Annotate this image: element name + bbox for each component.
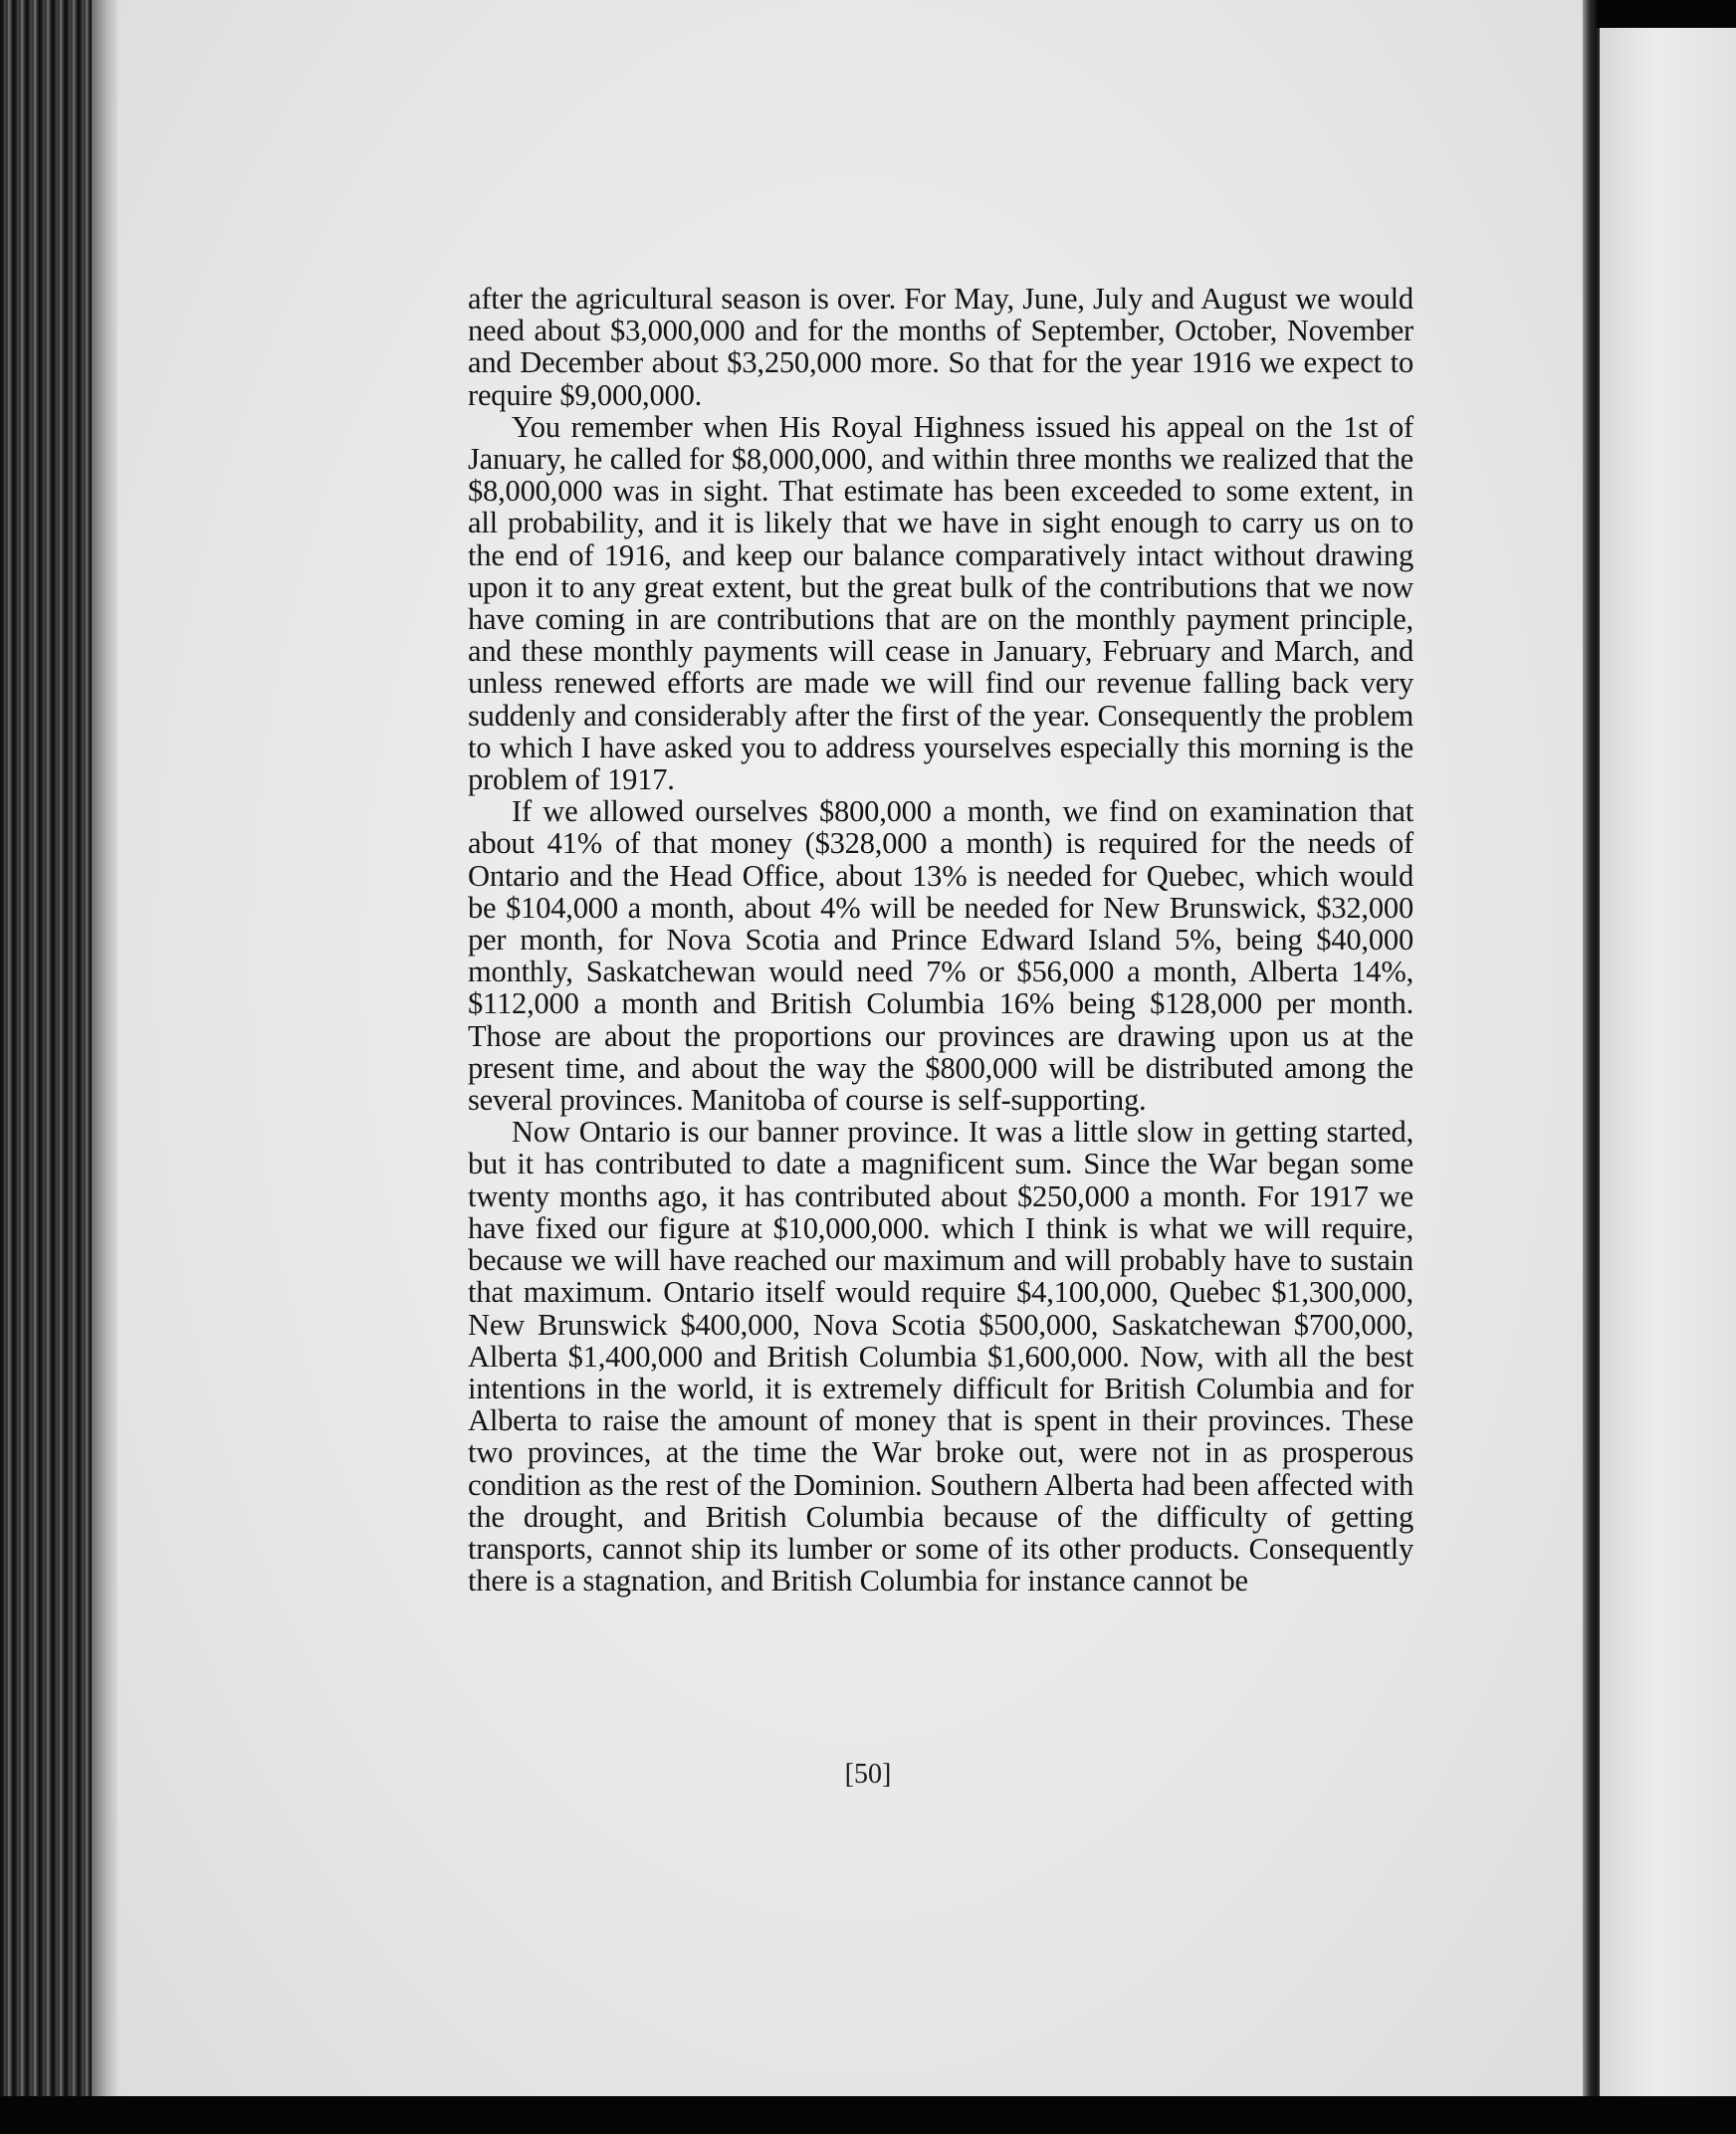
page-gutter bbox=[1583, 0, 1597, 2134]
paragraph-ontario-banner-province: Now Ontario is our banner province. It was a little slow in getting started, but it has contributed to date a magnificent sum. Since the War began some twenty months ago, it has contributed about $250,000 a month. For 1917 we have fixed our figure at $10,000,000. which I think is what we will require, because we will have reached our maximum and will probably have to sustain that maximum. Ontario itself would require $4,100,000, Quebec $1,300,000, New Brunswick $400,000, Nova Scotia $500,000, Saskatchewan $700,000, Alberta $1,400,000 and British Columbia $1,600,000. Now, with all the best intentions in the world, it is extremely difficult for British Columbia and for Alberta to raise the amount of money that is spent in their provinces. These two provinces, at the time the War broke out, were not in as prosperous condition as the rest of the Dominion. Southern Alberta had been affected with the drought, and British Columbia because of the difficulty of getting transports, cannot ship its lumber or some of its other products. Consequently there is a stagnation, and British Columbia for instance cannot be bbox=[468, 1115, 1413, 1599]
paragraph-royal-highness-appeal: You remember when His Royal Highness issued his appeal on the 1st of January, he called for $8,000,000, and within three months we realized that the $8,000,000 was in sight. That estimate has been exceeded to some extent, in all probability, and it is likely that we have in sight enough to carry us on to the end of 1916, and keep our balance comparatively intact without drawing upon it to any great extent, but the great bulk of the contributions that we now have coming in are contributions that are on the monthly payment principle, and these monthly payments will cease in January, February and March, and unless renewed efforts are made we will find our revenue falling back very suddenly and considerably after the first of the year. Consequently the problem to which I have asked you to address yourselves especially this morning is the problem of 1917. bbox=[468, 409, 1413, 797]
paragraph-monthly-allocation: If we allowed ourselves $800,000 a month, we find on examination that about 41% of that money ($328,000 a month) is required for the needs of Ontario and the Head Office, about 13% is needed for Quebec, which would be $104,000 a month, about 4% will be needed for New Brunswick, $32,000 per month, for Nova Scotia and Prince Edward Island 5%, being $40,000 monthly, Saskatchewan would need 7% or $56,000 a month, Alberta 14%, $112,000 a month and British Columbia 16% being $128,000 per month. Those are about the proportions our provinces are drawing upon us at the present time, and about the way the $800,000 will be distributed among the several provinces. Manitoba of course is self-supporting. bbox=[468, 794, 1413, 1118]
adjacent-page-edge bbox=[1597, 28, 1736, 2134]
paragraph-continued: after the agricultural season is over. For May, June, July and August we would need about $3,000,000 and for the months of September, October, November and December about $3,250,000 more. So that for the year 1916 we expect to require $9,000,000. bbox=[468, 282, 1413, 412]
book-binding-edge bbox=[0, 0, 117, 2134]
body-text bbox=[468, 283, 1413, 1597]
scan-bottom-border bbox=[0, 2096, 1736, 2134]
page-number: [50] bbox=[844, 1759, 892, 1790]
